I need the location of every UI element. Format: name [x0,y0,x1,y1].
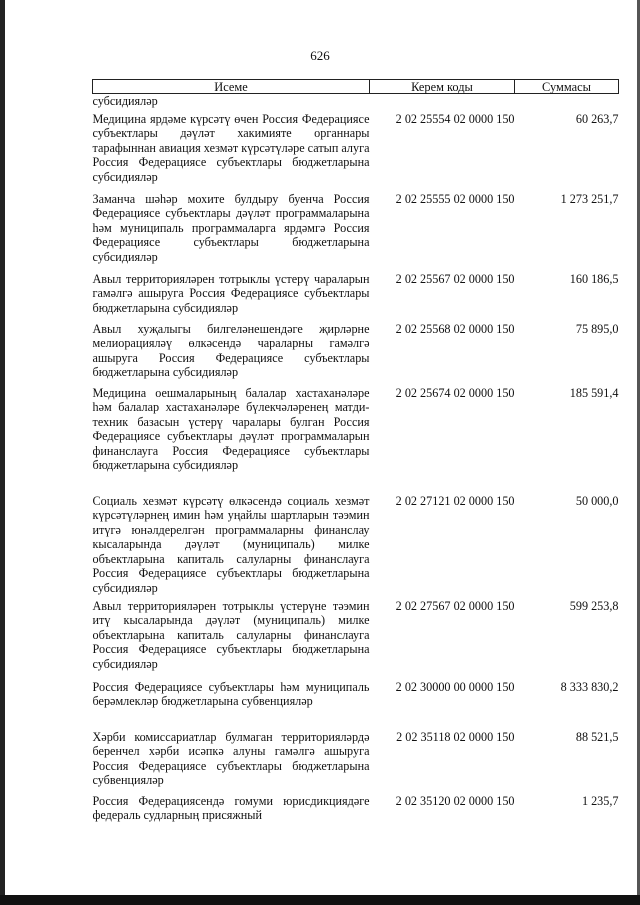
table-row [93,680,619,730]
row-code: 2 02 25567 02 0000 150 [395,271,515,286]
row-code: 2 02 27567 02 0000 150 [395,598,515,613]
row-name: Хәрби комиссариатлар булмаган территорияләрдә беренчел хәрби исәпкә алуны гамәлгә ашыруга Россия Федерациясе субъектлары бюджетларына субвенцияләр [92,729,370,788]
row-amount: 599 253,8 [569,598,619,613]
table-row [93,599,619,680]
budget-table [92,79,619,828]
row-amount [515,94,619,112]
row-amount: 50 000,0 [575,493,619,508]
table-row [93,386,619,494]
row-code: 2 02 25555 02 0000 150 [395,191,515,206]
row-name: Социаль хезмәт күрсәтү өлкәсендә социаль хезмәт күрсәтүләрнең имин һәм уңайлы шартларын тәэмин итүгә юнәлдерелгән программаларны финанслау кысаларында дәүләт (муниципаль) милке объектларына капиталь салуларны финанслауга Россия Федерациясе субъектлары бюджетларына субсидияләр [92,493,370,596]
row-name: Авыл территорияләрен тотрыклы үстерү чараларын гамәлгә ашыруга Россия Федерациясе субъектлары бюджетларына субсидияләр [92,271,370,315]
scan-edge-bottom [0,895,640,905]
row-name: Россия Федерациясе субъектлары һәм муниципаль берәмлекләр бюджетларына субвенцияләр [92,679,370,709]
row-amount: 8 333 830,2 [560,679,619,694]
row-amount: 185 591,4 [569,385,619,400]
table-row [93,494,619,599]
row-name: Россия Федерациясендә гомуми юрисдикциядәге федераль судларның присяжный [92,793,370,823]
row-amount: 88 521,5 [575,729,619,744]
header-code: Керем коды [370,80,515,94]
row-name: Медицина ярдәме күрсәтү өчен Россия Федерациясе субъектлары дәүләт хакимияте органнары тарафыннан авиация хезмәт күрсәтүләре сатып алуга Россия Федерациясе субъектлары бюджетларына субсидияләр [92,111,370,184]
row-name: Заманча шәһәр мохите булдыру буенча Россия Федерациясе субъектлары дәүләт программаларына һәм муниципаль программаларга ярдәмгә Россия Федерациясе субъектлары бюджетларына субсидияләр [92,191,370,264]
row-amount: 1 235,7 [581,793,619,808]
page-number: 626 [310,48,330,63]
table-row [93,192,619,272]
row-code: 2 02 25568 02 0000 150 [395,321,515,336]
table-row [93,322,619,386]
table-row [93,794,619,828]
row-amount: 160 186,5 [569,271,619,286]
row-name: Авыл территорияләрен тотрыклы үстерүне тәэмин итү кысаларында дәүләт (муниципаль) милке объектларына капиталь салуларны финанслауга Россия Федерациясе субъектлары бюджетларына субсидияләр [92,598,370,671]
row-amount: 75 895,0 [575,321,619,336]
row-amount: 1 273 251,7 [560,191,619,206]
row-name: Авыл хуҗалыгы билгеләнешендәге җирләрне мелиорацияләү өлкәсендә чараларны гамәлгә ашыруга Россия Федерациясе субъектлары бюджетларына субсидияләр [92,321,370,380]
row-code: 2 02 30000 00 0000 150 [395,679,515,694]
row-name: субсидияләр [92,94,158,108]
row-code [370,94,515,112]
table-header-row [93,80,619,94]
row-amount: 60 263,7 [575,111,619,126]
header-amount: Суммасы [515,80,619,94]
row-code: 2 02 35120 02 0000 150 [395,793,515,808]
row-code: 2 02 35118 02 0000 150 [396,729,515,744]
row-code: 2 02 25674 02 0000 150 [395,385,515,400]
header-name: Исеме [93,80,370,94]
table-row [93,112,619,192]
table-row [93,94,619,112]
row-code: 2 02 25554 02 0000 150 [395,111,515,126]
table-row [93,272,619,322]
scan-edge-left [0,0,5,905]
row-name: Медицина оешмаларының балалар хастаханәләре һәм балалар хастаханәләре бүлекчәләренең матди-техник базасын үстерү чаралары булган Россия Федерациясе субъектлары дәүләт программаларын финанслауга Россия Федерациясе субъектлары бюджетларына субсидияләр [92,385,370,473]
table-row [93,730,619,794]
row-code: 2 02 27121 02 0000 150 [395,493,515,508]
